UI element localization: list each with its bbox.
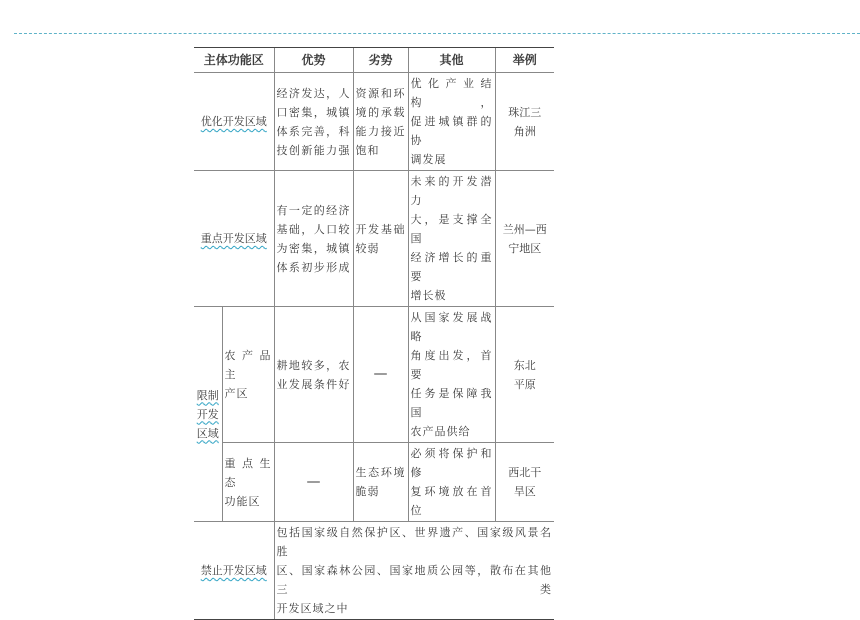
other-cell	[408, 307, 495, 443]
text-line: 复环境放在首位	[410, 485, 493, 517]
text-line: 产区	[224, 387, 249, 400]
advantage-cell	[274, 171, 353, 307]
text-line: 生态环境	[355, 466, 406, 479]
header-divider	[14, 33, 860, 34]
advantage-cell	[274, 307, 353, 443]
advantage-cell: —	[274, 443, 353, 522]
text-line: 农产品主	[224, 349, 272, 381]
disadvantage-cell	[353, 443, 408, 522]
table-row	[194, 171, 554, 307]
text-line: 口密集，城镇	[276, 105, 351, 119]
col-header-disadvantage: 劣势	[353, 48, 408, 73]
text-line: 东北	[513, 358, 536, 372]
text-line: 功能区	[224, 494, 261, 508]
text-line: 有一定的经济	[276, 203, 351, 217]
functional-zone-table	[194, 47, 554, 620]
example-cell	[495, 73, 554, 171]
zone-name	[194, 386, 222, 443]
text-line: 耕地较多，农	[276, 358, 351, 372]
other-cell	[408, 443, 495, 522]
zone-name-cell	[194, 73, 274, 171]
example-cell	[495, 307, 554, 443]
text-line: 业发展条件好	[276, 377, 351, 391]
text-line: 增长极	[410, 289, 447, 302]
text-line: 旱区	[513, 485, 536, 498]
text-line: 珠江三	[508, 105, 542, 119]
zone-name-line: 限制	[196, 388, 219, 402]
zone-name-cell	[194, 171, 274, 307]
text-line: 体系初步形成	[276, 260, 351, 274]
table-row	[194, 443, 554, 522]
text-line: 宁地区	[508, 241, 542, 255]
text-line: 角度出发，首要	[410, 349, 493, 381]
zone-name-line: 开发	[196, 407, 219, 421]
text-line: 角洲	[513, 124, 536, 138]
example-cell	[495, 171, 554, 307]
text-line: 体系完善，科	[276, 124, 351, 138]
other-cell	[408, 171, 495, 307]
text-line: 大，是支撑全国	[410, 213, 493, 245]
text-line: 基础，人口较	[276, 222, 351, 236]
text-line: 脆弱	[355, 485, 380, 498]
text-line: 开发区域之中	[276, 602, 349, 615]
text-line: 资源和环	[355, 86, 406, 100]
text-line: 为密集，城镇	[276, 241, 351, 255]
zone-name: 重点开发区域	[200, 232, 267, 245]
disadvantage-cell: —	[353, 307, 408, 443]
subzone-name-cell	[222, 443, 274, 522]
col-header-zone: 主体功能区	[194, 48, 274, 73]
text-line: 平原	[513, 377, 536, 391]
text-line: 优化产业结构，	[410, 77, 493, 109]
text-line: 任务是保障我国	[410, 387, 493, 419]
text-line: 必须将保护和修	[410, 447, 493, 479]
advantage-cell	[274, 73, 353, 171]
description-cell	[274, 522, 554, 620]
subzone-name-cell	[222, 307, 274, 443]
table-row	[194, 522, 554, 620]
text-line: 调发展	[410, 153, 447, 166]
text-line: 西北干	[508, 466, 542, 479]
table-header-row	[194, 48, 554, 73]
text-line: 促进城镇群的协	[410, 115, 493, 147]
text-line: 较弱	[355, 241, 380, 255]
table-row	[194, 73, 554, 171]
text-line: 区、国家森林公园、国家地质公园等，散布在其他三类	[276, 564, 553, 596]
zone-name-cell	[194, 307, 222, 522]
table-row	[194, 307, 554, 443]
zone-name-cell	[194, 522, 274, 620]
col-header-advantage: 优势	[274, 48, 353, 73]
text-line: 重点生态	[224, 456, 272, 489]
text-line: 未来的开发潜力	[410, 175, 493, 207]
text-line: 经济增长的重要	[410, 251, 493, 283]
text-line: 境的承载	[355, 105, 406, 119]
col-header-other: 其他	[408, 48, 495, 73]
text-line: 能力接近	[355, 124, 406, 138]
text-line: 饱和	[355, 143, 380, 157]
text-line: 农产品供给	[410, 425, 471, 438]
col-header-example: 举例	[495, 48, 554, 73]
zone-name: 禁止开发区域	[200, 564, 267, 577]
zone-name-line: 区域	[196, 426, 219, 440]
text-line: 经济发达，人	[276, 86, 351, 100]
text-line: 开发基础	[355, 222, 406, 236]
text-line: 技创新能力强	[276, 143, 351, 157]
example-cell	[495, 443, 554, 522]
text-line: 包括国家级自然保护区、世界遗产、国家级风景名胜	[276, 526, 553, 558]
other-cell	[408, 73, 495, 171]
disadvantage-cell	[353, 171, 408, 307]
text-line: 兰州—西	[502, 222, 547, 236]
disadvantage-cell	[353, 73, 408, 171]
text-line: 从国家发展战略	[410, 311, 493, 343]
zone-name: 优化开发区域	[200, 115, 267, 128]
